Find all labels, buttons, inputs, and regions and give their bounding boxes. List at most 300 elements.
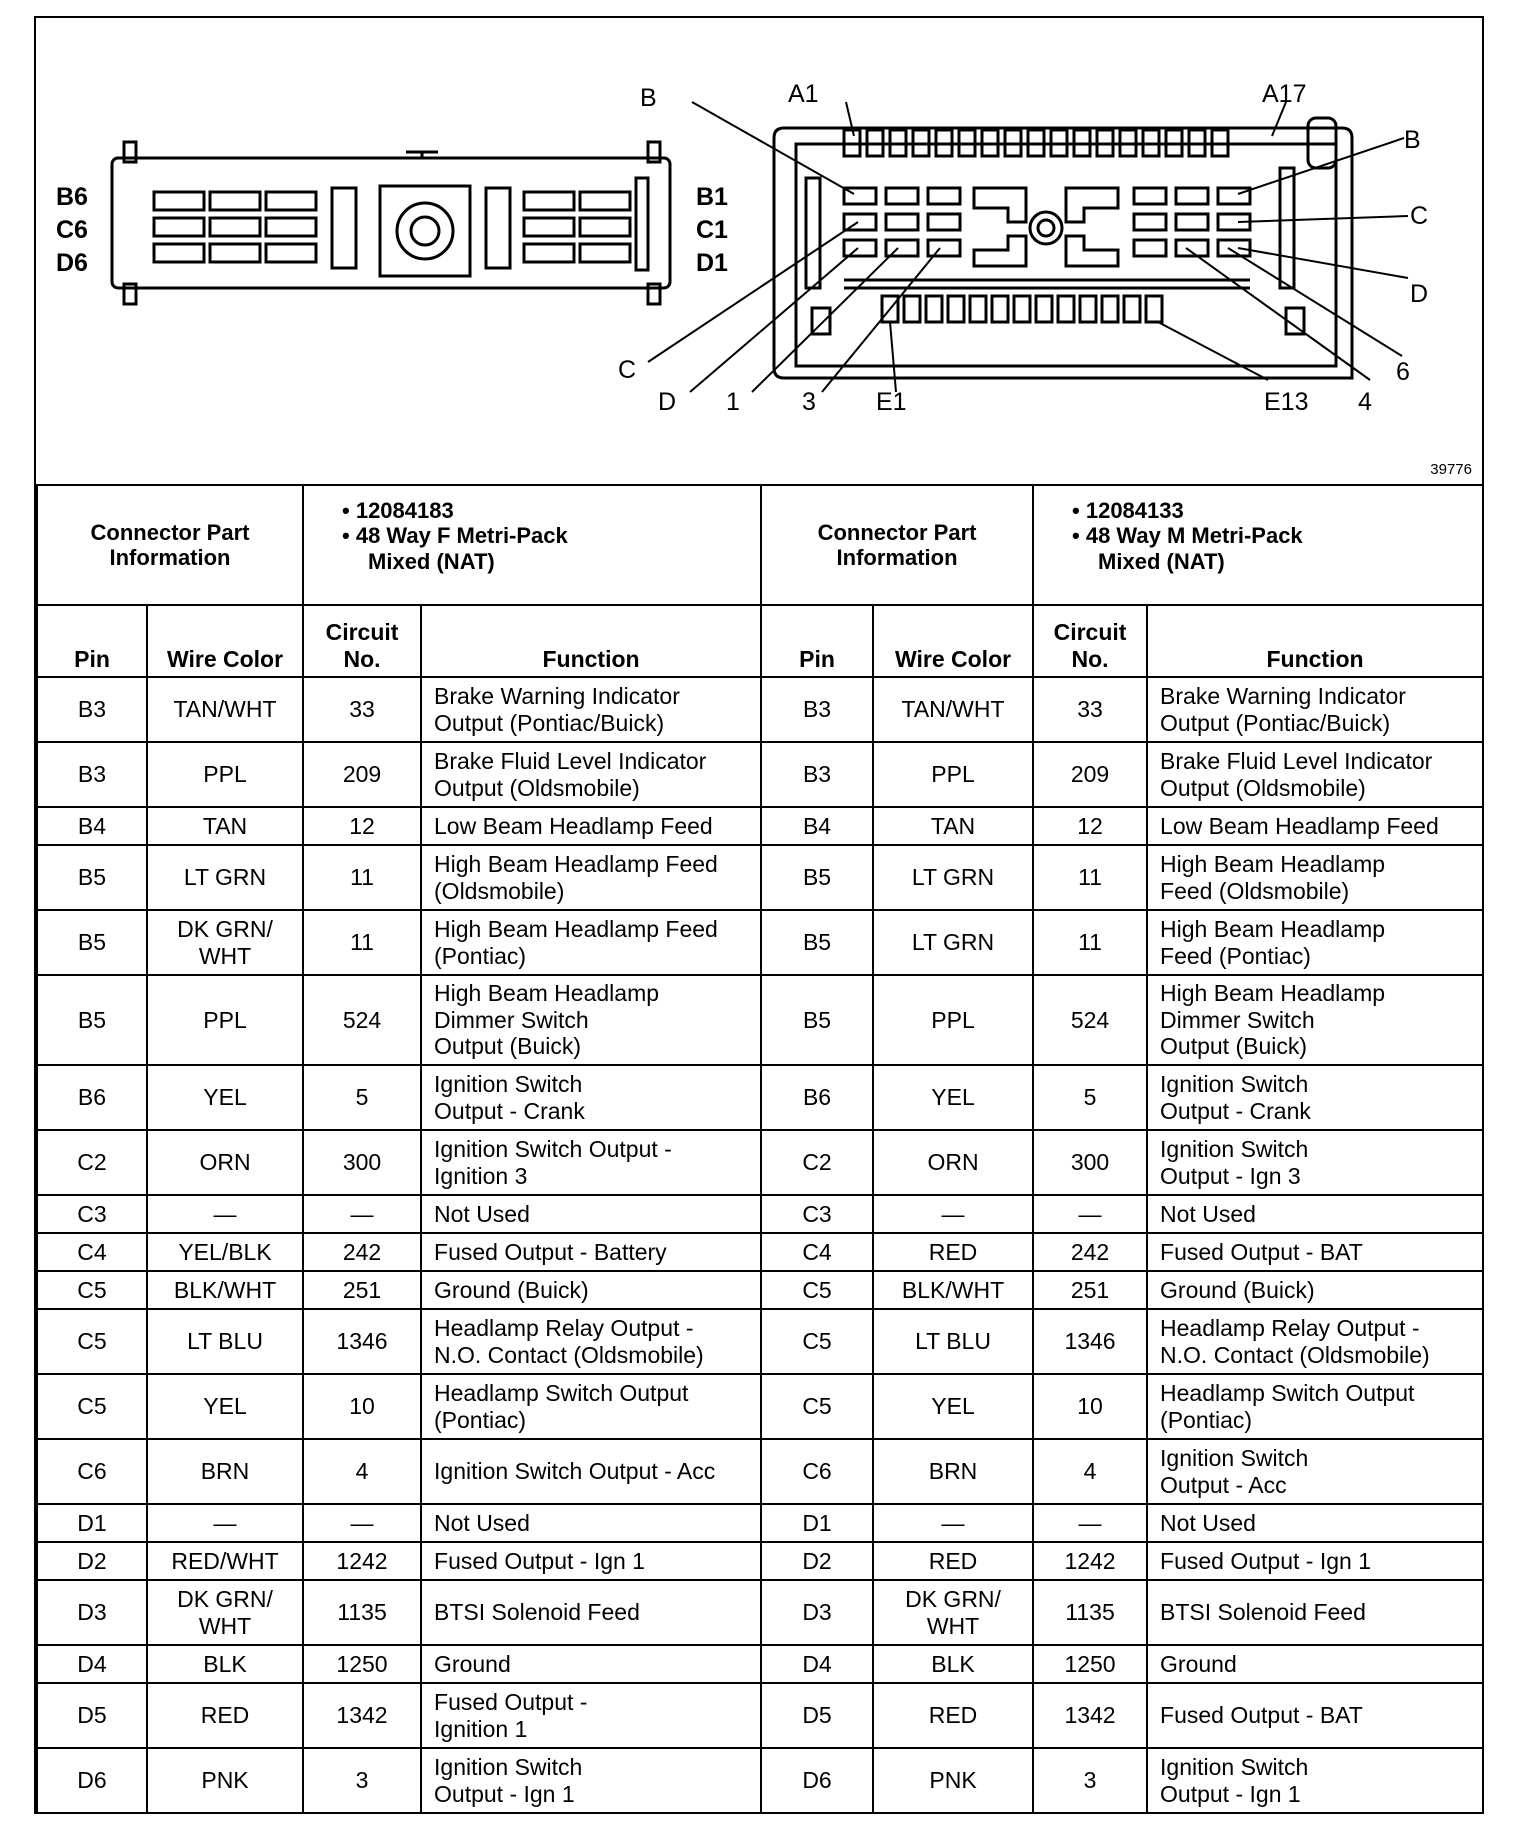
- right-pin-cell: B5: [761, 845, 873, 910]
- left-wire-color-line: TAN/WHT: [173, 696, 277, 723]
- label-e1: E1: [876, 388, 907, 416]
- left-wire-color-cell: [147, 1580, 303, 1645]
- left-pin-cell: C3: [37, 1195, 147, 1233]
- left-circuit-cell: 300: [303, 1130, 421, 1195]
- left-pin-cell: C5: [37, 1271, 147, 1309]
- column-header-row: [37, 605, 1483, 677]
- right-circuit-cell: 1342: [1033, 1683, 1147, 1748]
- left-circuit-cell: —: [303, 1195, 421, 1233]
- right-connector-drawing: [774, 118, 1352, 378]
- left-wire-color-header: Wire Color: [147, 605, 303, 677]
- right-circuit-cell: 242: [1033, 1233, 1147, 1271]
- right-wire-color-line: LT BLU: [915, 1328, 991, 1355]
- right-function-line: Output - Crank: [1160, 1097, 1311, 1124]
- right-pin-cell: D3: [761, 1580, 873, 1645]
- left-pin-cell: C5: [37, 1374, 147, 1439]
- table-row: [37, 1271, 1483, 1309]
- left-wire-color-cell: [147, 1195, 303, 1233]
- left-pin-cell: C6: [37, 1439, 147, 1504]
- right-function-line: Output - Ign 1: [1160, 1780, 1301, 1807]
- right-circuit-cell: 5: [1033, 1065, 1147, 1130]
- right-wire-color-line: ORN: [927, 1149, 979, 1176]
- right-pin-cell: C5: [761, 1374, 873, 1439]
- left-function-line: Headlamp Switch Output: [434, 1380, 689, 1407]
- left-function-line: Ignition Switch: [434, 1071, 583, 1098]
- left-circuit-cell: —: [303, 1504, 421, 1542]
- left-wire-color-cell: [147, 845, 303, 910]
- left-wire-color-cell: [147, 742, 303, 807]
- right-wire-color-cell: [873, 1374, 1033, 1439]
- left-wire-color-line: PPL: [203, 761, 247, 788]
- right-wire-color-line: —: [941, 1509, 965, 1536]
- right-part-number: • 12084133: [1072, 498, 1184, 523]
- right-wire-color-cell: [873, 1309, 1033, 1374]
- left-circuit-cell: 1250: [303, 1645, 421, 1683]
- left-function-line: Ignition 3: [434, 1162, 528, 1189]
- left-circuit-cell: 5: [303, 1065, 421, 1130]
- right-function-line: Output - Ign 3: [1160, 1162, 1301, 1189]
- left-function-line: Fused Output - Ign 1: [434, 1547, 645, 1574]
- left-label-b1: B1: [696, 183, 728, 211]
- right-wire-color-cell: [873, 1748, 1033, 1813]
- right-function-line: Ignition Switch: [1160, 1071, 1309, 1098]
- connector-diagram-svg: [36, 18, 1482, 484]
- left-circuit-header-line2: No.: [343, 645, 381, 672]
- right-wire-color-line: BLK/WHT: [901, 1276, 1005, 1303]
- left-circuit-cell: 33: [303, 677, 421, 742]
- left-wire-color-line: YEL/BLK: [178, 1238, 272, 1265]
- right-wire-color-cell: [873, 1645, 1033, 1683]
- left-part-info: [303, 485, 761, 605]
- left-function-line: Headlamp Relay Output -: [434, 1315, 694, 1342]
- right-function-cell: [1147, 1233, 1483, 1271]
- table-row: [37, 742, 1483, 807]
- right-wire-color-line: LT GRN: [911, 864, 995, 891]
- right-function-cell: [1147, 845, 1483, 910]
- left-label-b6: B6: [56, 183, 88, 211]
- left-function-line: Ignition Switch Output -: [434, 1136, 672, 1163]
- left-function-line: Ignition Switch Output - Acc: [434, 1458, 716, 1485]
- right-wire-color-cell: [873, 845, 1033, 910]
- right-wire-color-line: PPL: [931, 1006, 975, 1033]
- right-function-line: Ground: [1160, 1650, 1237, 1677]
- left-function-cell: [421, 1065, 761, 1130]
- right-function-line: High Beam Headlamp: [1160, 851, 1386, 878]
- right-function-line: Fused Output - BAT: [1160, 1238, 1363, 1265]
- right-wire-color-line: YEL: [931, 1084, 975, 1111]
- left-function-line: High Beam Headlamp Feed: [434, 851, 718, 878]
- left-function-cell: [421, 1683, 761, 1748]
- left-wire-color-cell: [147, 1748, 303, 1813]
- right-function-line: Output (Pontiac/Buick): [1160, 709, 1391, 736]
- right-function-line: High Beam Headlamp: [1160, 916, 1386, 943]
- right-wire-color-line: TAN: [930, 812, 976, 839]
- right-part-label-line1: Connector Part: [817, 519, 977, 545]
- left-function-cell: [421, 742, 761, 807]
- left-wire-color-line: WHT: [198, 942, 252, 969]
- right-pin-header: Pin: [761, 605, 873, 677]
- left-function-line: Ignition Switch: [434, 1754, 583, 1781]
- left-function-cell: [421, 807, 761, 845]
- left-part-label-line2: Information: [109, 545, 231, 570]
- left-wire-color-cell: [147, 975, 303, 1065]
- label-c-left: C: [618, 356, 637, 384]
- right-pin-cell: C6: [761, 1439, 873, 1504]
- left-pin-cell: D6: [37, 1748, 147, 1813]
- right-function-line: Output - Acc: [1160, 1471, 1287, 1498]
- right-circuit-cell: 11: [1033, 910, 1147, 975]
- left-function-cell: [421, 1374, 761, 1439]
- right-pin-cell: B6: [761, 1065, 873, 1130]
- left-pin-cell: C2: [37, 1130, 147, 1195]
- left-wire-color-line: PPL: [203, 1006, 247, 1033]
- left-function-line: (Pontiac): [434, 942, 527, 969]
- table-row: [37, 1195, 1483, 1233]
- right-pin-cell: D1: [761, 1504, 873, 1542]
- left-wire-color-line: LT GRN: [183, 864, 267, 891]
- left-circuit-cell: 12: [303, 807, 421, 845]
- left-function-line: High Beam Headlamp Feed: [434, 916, 718, 943]
- left-function-cell: [421, 1309, 761, 1374]
- right-wire-color-header: Wire Color: [873, 605, 1033, 677]
- label-a1: A1: [788, 80, 819, 108]
- left-function-line: Fused Output -: [434, 1689, 588, 1716]
- right-function-cell: [1147, 1683, 1483, 1748]
- right-wire-color-cell: [873, 1504, 1033, 1542]
- right-function-line: Low Beam Headlamp Feed: [1160, 812, 1439, 839]
- left-part-number: • 12084183: [342, 498, 454, 523]
- left-function-cell: [421, 1580, 761, 1645]
- right-function-cell: [1147, 1542, 1483, 1580]
- left-wire-color-cell: [147, 1439, 303, 1504]
- left-pin-cell: B4: [37, 807, 147, 845]
- left-circuit-cell: 11: [303, 910, 421, 975]
- left-circuit-header-line1: Circuit: [325, 619, 399, 646]
- right-wire-color-cell: [873, 1195, 1033, 1233]
- left-circuit-cell: 524: [303, 975, 421, 1065]
- label-b-left: B: [640, 84, 657, 112]
- label-3: 3: [802, 388, 816, 416]
- table-row: [37, 1504, 1483, 1542]
- right-wire-color-cell: [873, 742, 1033, 807]
- left-wire-color-line: —: [213, 1509, 237, 1536]
- left-function-line: Fused Output - Battery: [434, 1238, 667, 1265]
- left-function-line: (Oldsmobile): [434, 877, 565, 904]
- right-function-cell: [1147, 1645, 1483, 1683]
- left-wire-color-line: ORN: [199, 1149, 251, 1176]
- right-function-line: Feed (Oldsmobile): [1160, 877, 1350, 904]
- left-function-line: Brake Fluid Level Indicator: [434, 748, 707, 775]
- left-label-d6: D6: [56, 249, 88, 277]
- left-wire-color-line: TAN: [202, 812, 248, 839]
- left-function-cell: [421, 1748, 761, 1813]
- connector-part-info-row: [37, 485, 1483, 605]
- left-wire-color-line: BLK: [203, 1650, 247, 1677]
- label-a17: A17: [1262, 80, 1307, 108]
- left-wire-color-cell: [147, 1233, 303, 1271]
- left-wire-color-line: —: [213, 1200, 237, 1227]
- left-function-cell: [421, 1504, 761, 1542]
- left-circuit-cell: 209: [303, 742, 421, 807]
- right-circuit-cell: —: [1033, 1195, 1147, 1233]
- left-wire-color-cell: [147, 1271, 303, 1309]
- right-function-line: Fused Output - BAT: [1160, 1702, 1363, 1729]
- right-function-cell: [1147, 975, 1483, 1065]
- left-circuit-cell: 10: [303, 1374, 421, 1439]
- right-pin-cell: B5: [761, 975, 873, 1065]
- right-pin-cell: B5: [761, 910, 873, 975]
- right-function-cell: [1147, 1271, 1483, 1309]
- left-pin-cell: B5: [37, 845, 147, 910]
- left-circuit-cell: 1242: [303, 1542, 421, 1580]
- right-pin-cell: C5: [761, 1271, 873, 1309]
- left-circuit-cell: 1342: [303, 1683, 421, 1748]
- right-wire-color-line: TAN/WHT: [901, 696, 1005, 723]
- right-wire-color-cell: [873, 1580, 1033, 1645]
- right-function-line: Ignition Switch: [1160, 1136, 1309, 1163]
- label-6: 6: [1396, 358, 1410, 386]
- right-function-line: Ground (Buick): [1160, 1276, 1315, 1303]
- right-wire-color-cell: [873, 1065, 1033, 1130]
- table-row: [37, 1439, 1483, 1504]
- left-wire-color-line: DK GRN/: [177, 1586, 273, 1613]
- left-wire-color-line: WHT: [198, 1612, 252, 1639]
- right-function-cell: [1147, 1374, 1483, 1439]
- left-wire-color-cell: [147, 1130, 303, 1195]
- left-wire-color-cell: [147, 807, 303, 845]
- left-function-cell: [421, 677, 761, 742]
- table-row: [37, 1748, 1483, 1813]
- right-circuit-cell: 1250: [1033, 1645, 1147, 1683]
- table-row: [37, 1130, 1483, 1195]
- left-function-line: High Beam Headlamp: [434, 980, 660, 1007]
- right-function-cell: [1147, 1748, 1483, 1813]
- left-wire-color-cell: [147, 1645, 303, 1683]
- right-wire-color-cell: [873, 1683, 1033, 1748]
- right-function-line: Ignition Switch: [1160, 1754, 1309, 1781]
- left-function-line: Ignition 1: [434, 1715, 528, 1742]
- right-circuit-cell: 11: [1033, 845, 1147, 910]
- right-wire-color-line: WHT: [926, 1612, 980, 1639]
- right-circuit-cell: 251: [1033, 1271, 1147, 1309]
- left-label-d1: D1: [696, 249, 728, 277]
- left-pin-cell: C5: [37, 1309, 147, 1374]
- right-function-line: (Pontiac): [1160, 1406, 1253, 1433]
- left-wire-color-cell: [147, 677, 303, 742]
- left-function-cell: [421, 1130, 761, 1195]
- table-row: [37, 1309, 1483, 1374]
- left-function-cell: [421, 1195, 761, 1233]
- right-function-line: Feed (Pontiac): [1160, 942, 1311, 969]
- right-wire-color-cell: [873, 1542, 1033, 1580]
- right-function-line: Brake Fluid Level Indicator: [1160, 748, 1433, 775]
- left-function-line: Ground: [434, 1650, 511, 1677]
- left-wire-color-line: LT BLU: [187, 1328, 263, 1355]
- right-wire-color-cell: [873, 1130, 1033, 1195]
- right-function-line: Headlamp Switch Output: [1160, 1380, 1415, 1407]
- left-pin-cell: C4: [37, 1233, 147, 1271]
- left-wire-color-cell: [147, 1683, 303, 1748]
- right-function-cell: [1147, 1439, 1483, 1504]
- table-row: [37, 807, 1483, 845]
- right-wire-color-cell: [873, 1271, 1033, 1309]
- left-connector-drawing: [112, 142, 670, 304]
- left-wire-color-cell: [147, 1542, 303, 1580]
- connector-pinout-sheet: [34, 16, 1484, 1814]
- right-circuit-cell: —: [1033, 1504, 1147, 1542]
- table-row: [37, 910, 1483, 975]
- right-wire-color-line: LT GRN: [911, 929, 995, 956]
- left-pin-cell: D5: [37, 1683, 147, 1748]
- label-4: 4: [1358, 388, 1372, 416]
- left-function-line: Brake Warning Indicator: [434, 683, 680, 710]
- right-part-label-line2: Information: [836, 545, 958, 570]
- right-wire-color-cell: [873, 807, 1033, 845]
- e-row-cavities: [882, 296, 1162, 322]
- left-function-header: Function: [421, 605, 761, 677]
- left-function-cell: [421, 845, 761, 910]
- right-pin-cell: C5: [761, 1309, 873, 1374]
- right-pin-cell: C2: [761, 1130, 873, 1195]
- label-d-left: D: [658, 388, 677, 416]
- pinout-table-body: [37, 485, 1483, 1813]
- label-c-right: C: [1410, 202, 1429, 230]
- right-wire-color-line: YEL: [931, 1393, 975, 1420]
- left-function-line: Output - Crank: [434, 1097, 585, 1124]
- right-function-line: Ignition Switch: [1160, 1445, 1309, 1472]
- right-function-line: Not Used: [1160, 1509, 1256, 1536]
- table-row: [37, 1233, 1483, 1271]
- left-pin-cell: D4: [37, 1645, 147, 1683]
- right-wire-color-line: —: [941, 1200, 965, 1227]
- right-function-header: Function: [1147, 605, 1483, 677]
- left-wire-color-line: DK GRN/: [177, 916, 273, 943]
- table-row: [37, 677, 1483, 742]
- left-wire-color-cell: [147, 1309, 303, 1374]
- right-pin-cell: D2: [761, 1542, 873, 1580]
- right-circuit-cell: 209: [1033, 742, 1147, 807]
- left-function-cell: [421, 1439, 761, 1504]
- table-row: [37, 1374, 1483, 1439]
- right-wire-color-cell: [873, 910, 1033, 975]
- right-function-cell: [1147, 1195, 1483, 1233]
- left-wire-color-line: YEL: [203, 1393, 247, 1420]
- right-part-desc-line2: Mixed (NAT): [1098, 548, 1225, 574]
- left-function-line: Low Beam Headlamp Feed: [434, 812, 713, 839]
- right-pin-cell: B3: [761, 677, 873, 742]
- left-circuit-cell: 4: [303, 1439, 421, 1504]
- right-function-cell: [1147, 1504, 1483, 1542]
- left-function-line: Not Used: [434, 1200, 530, 1227]
- right-pin-cell: B3: [761, 742, 873, 807]
- table-row: [37, 1645, 1483, 1683]
- left-label-c6: C6: [56, 216, 88, 244]
- left-function-cell: [421, 1271, 761, 1309]
- table-row: [37, 845, 1483, 910]
- left-function-line: Output - Ign 1: [434, 1780, 575, 1807]
- right-circuit-cell: 4: [1033, 1439, 1147, 1504]
- right-function-cell: [1147, 1580, 1483, 1645]
- table-row: [37, 975, 1483, 1065]
- right-pin-cell: D6: [761, 1748, 873, 1813]
- left-part-desc-line2: Mixed (NAT): [368, 548, 495, 574]
- label-e13: E13: [1264, 388, 1309, 416]
- connector-diagram: [36, 18, 1482, 484]
- left-pin-cell: D1: [37, 1504, 147, 1542]
- left-wire-color-cell: [147, 910, 303, 975]
- left-pin-cell: D2: [37, 1542, 147, 1580]
- right-wire-color-line: PPL: [931, 761, 975, 788]
- right-function-cell: [1147, 677, 1483, 742]
- table-row: [37, 1542, 1483, 1580]
- left-wire-color-line: BLK/WHT: [173, 1276, 277, 1303]
- left-function-line: BTSI Solenoid Feed: [434, 1599, 640, 1626]
- right-pin-cell: C3: [761, 1195, 873, 1233]
- left-circuit-cell: 251: [303, 1271, 421, 1309]
- right-part-info: [1033, 485, 1483, 605]
- left-part-label-line1: Connector Part: [90, 519, 250, 545]
- right-pin-cell: B4: [761, 807, 873, 845]
- right-wire-color-line: RED: [928, 1702, 978, 1729]
- right-function-cell: [1147, 742, 1483, 807]
- right-circuit-cell: 3: [1033, 1748, 1147, 1813]
- left-label-c1: C1: [696, 216, 728, 244]
- left-function-cell: [421, 975, 761, 1065]
- right-function-line: Headlamp Relay Output -: [1160, 1315, 1420, 1342]
- right-function-line: High Beam Headlamp: [1160, 980, 1386, 1007]
- left-wire-color-line: RED/WHT: [171, 1547, 279, 1574]
- right-circuit-cell: 1135: [1033, 1580, 1147, 1645]
- right-function-line: Output (Buick): [1160, 1033, 1308, 1060]
- right-function-cell: [1147, 1130, 1483, 1195]
- left-function-line: (Pontiac): [434, 1406, 527, 1433]
- left-wire-color-cell: [147, 1065, 303, 1130]
- right-circuit-cell: 12: [1033, 807, 1147, 845]
- left-pin-header: Pin: [37, 605, 147, 677]
- right-circuit-cell: 1346: [1033, 1309, 1147, 1374]
- left-pin-cell: B5: [37, 910, 147, 975]
- right-function-line: Output (Oldsmobile): [1160, 774, 1366, 801]
- table-row: [37, 1580, 1483, 1645]
- left-wire-color-line: RED: [200, 1702, 250, 1729]
- left-circuit-cell: 11: [303, 845, 421, 910]
- right-part-label: [761, 485, 1033, 605]
- left-function-line: Output (Pontiac/Buick): [434, 709, 665, 736]
- left-function-cell: [421, 1645, 761, 1683]
- left-circuit-header: [303, 605, 421, 677]
- left-circuit-cell: 1346: [303, 1309, 421, 1374]
- left-function-cell: [421, 1542, 761, 1580]
- right-function-line: BTSI Solenoid Feed: [1160, 1599, 1366, 1626]
- right-function-line: Fused Output - Ign 1: [1160, 1547, 1371, 1574]
- right-function-cell: [1147, 807, 1483, 845]
- figure-number: 39776: [1430, 461, 1472, 478]
- left-wire-color-line: YEL: [203, 1084, 247, 1111]
- right-circuit-header-line1: Circuit: [1053, 619, 1127, 646]
- right-circuit-cell: 300: [1033, 1130, 1147, 1195]
- right-circuit-cell: 33: [1033, 677, 1147, 742]
- right-wire-color-line: BLK: [931, 1650, 975, 1677]
- label-b-right: B: [1404, 126, 1421, 154]
- pinout-tables: [36, 484, 1482, 1814]
- right-circuit-header: [1033, 605, 1147, 677]
- right-wire-color-line: BRN: [928, 1458, 978, 1485]
- right-function-cell: [1147, 910, 1483, 975]
- right-wire-color-cell: [873, 1233, 1033, 1271]
- right-circuit-cell: 1242: [1033, 1542, 1147, 1580]
- left-function-cell: [421, 910, 761, 975]
- table-row: [37, 1065, 1483, 1130]
